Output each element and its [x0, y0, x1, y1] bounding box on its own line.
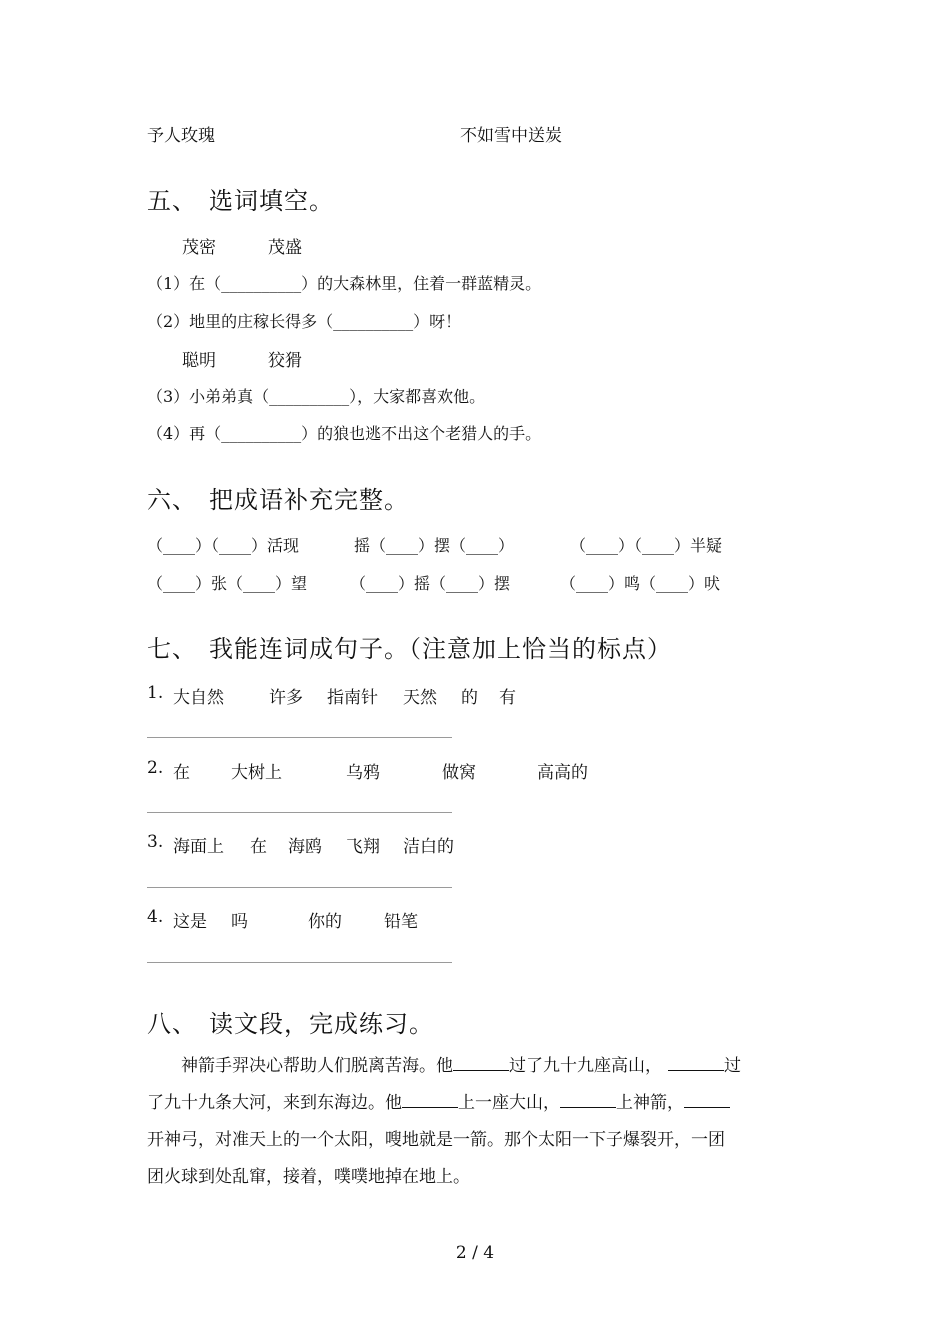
sentence-1-word: 天然 [403, 688, 437, 708]
sentence-2-word: 做窝 [442, 763, 476, 783]
sentence-2-word: 高高的 [537, 763, 588, 783]
section-8-title: 读文段，完成练习。 [209, 1010, 434, 1038]
idiom-row2-2: （____）摇（____）摆 [350, 574, 511, 593]
passage-line-2: 了九十九条大河，来到东海边。他 上一座大山， 上神箭， [147, 1085, 807, 1122]
section-5-title: 选词填空。 [209, 187, 334, 215]
sentence-3-word: 洁白的 [403, 837, 454, 857]
question-2: （2）地里的庄稼长得多（__________）呀！ [147, 312, 462, 331]
sentence-1-word: 指南针 [327, 688, 378, 708]
section-6-number: 六、 [147, 486, 197, 514]
idiom-row2-3: （____）鸣（____）吠 [560, 574, 721, 593]
section-7-heading [147, 629, 672, 664]
sentence-3-word: 海鸥 [288, 837, 322, 857]
idiom-row2-1: （____）张（____）望 [147, 574, 308, 593]
sentence-2-word: 乌鸦 [346, 763, 380, 783]
sentence-4-word: 铅笔 [384, 912, 418, 932]
word-choice-2b: 狡猾 [268, 351, 302, 371]
word-choice-1b: 茂盛 [268, 238, 302, 258]
page-number: 2 / 4 [455, 1243, 495, 1263]
fill-blank[interactable] [684, 1106, 730, 1108]
section-5-number: 五、 [147, 187, 197, 215]
sentence-4-word: 这是 [173, 912, 207, 932]
word-choice-2a: 聪明 [182, 351, 216, 371]
sentence-1-word: 大自然 [173, 688, 224, 708]
question-4: （4）再（__________）的狼也逃不出这个老猎人的手。 [147, 424, 542, 443]
section-6-heading [147, 480, 409, 515]
phrase-left: 予人玫瑰 [147, 126, 215, 146]
sentence-4-number: 4. [147, 907, 164, 927]
sentence-1-word: 有 [499, 688, 516, 708]
fill-blank[interactable] [453, 1069, 509, 1071]
fill-blank[interactable] [560, 1106, 616, 1108]
passage-line-4: 团火球到处乱窜，接着，噗噗地掉在地上。 [147, 1167, 470, 1187]
reading-passage [147, 1048, 807, 1196]
sentence-1-word: 的 [461, 688, 478, 708]
idiom-row1-3: （____）（____）半疑 [570, 536, 723, 555]
sentence-2-word: 在 [173, 763, 190, 783]
sentence-3-word: 在 [250, 837, 267, 857]
sentence-4-word: 吗 [231, 912, 248, 932]
sentence-3-word: 海面上 [173, 837, 224, 857]
sentence-4-word: 你的 [308, 912, 342, 932]
idiom-row1-2: 摇（____）摆（____） [354, 536, 515, 555]
idiom-row1-1: （____）（____）活现 [147, 536, 300, 555]
answer-line-2[interactable] [147, 812, 452, 813]
section-8-heading [147, 1004, 434, 1039]
sentence-3-word: 飞翔 [346, 837, 380, 857]
section-7-number: 七、 [147, 635, 197, 663]
question-3: （3）小弟弟真（__________），大家都喜欢他。 [147, 387, 486, 406]
passage-line-1: 神箭手羿决心帮助人们脱离苦海。他 过了九十九座高山， 过 [181, 1056, 741, 1076]
section-7-title: 我能连词成句子。（注意加上恰当的标点） [209, 635, 672, 663]
passage-line-3: 开神弓，对准天上的一个太阳，嗖地就是一箭。那个太阳一下子爆裂开，一团 [147, 1130, 725, 1150]
sentence-2-word: 大树上 [231, 763, 282, 783]
sentence-2-number: 2. [147, 758, 164, 778]
section-8-number: 八、 [147, 1010, 197, 1038]
fill-blank[interactable] [402, 1106, 458, 1108]
sentence-3-number: 3. [147, 832, 164, 852]
answer-line-1[interactable] [147, 737, 452, 738]
question-1: （1）在（__________）的大森林里，住着一群蓝精灵。 [147, 274, 542, 293]
phrase-right: 不如雪中送炭 [460, 126, 562, 146]
section-6-title: 把成语补充完整。 [209, 486, 409, 514]
answer-line-4[interactable] [147, 962, 452, 963]
section-5-heading [147, 181, 334, 216]
sentence-1-word: 许多 [269, 688, 303, 708]
sentence-1-number: 1. [147, 683, 164, 703]
answer-line-3[interactable] [147, 887, 452, 888]
fill-blank[interactable] [668, 1069, 724, 1071]
word-choice-1a: 茂密 [182, 238, 216, 258]
